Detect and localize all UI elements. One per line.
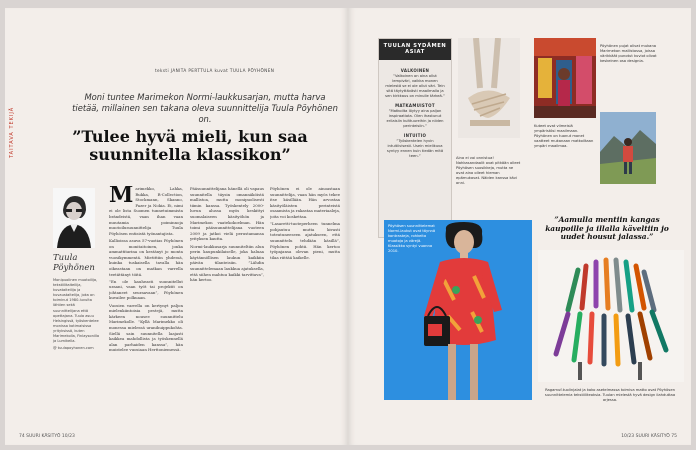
byline: teksti JANITA PERTTULA kuvat TUULA PÖYHÖNEN (155, 68, 275, 73)
paragraph: Vuosien varrella on kertynyt paljon mielenkiintoisia pestejä, mutta kärkeen nousee suunnittelu Marimekolle. ”Kyllä Marimekko oli monessa mielessä uranihuippukohta. Siellä sain suunnitella laajasti kaikkea mahdollista ja työskennellä alan parhaiden kanssa”, hän muistelee vuosiaan Herttoniemessä. (109, 302, 183, 353)
body-column-1 (109, 186, 183, 431)
fashion-caption: Pöyhösen suunnittelemat Normi-laukut ovat täynnä kontrasteja, rohkeita muotoja ja värejä. Klassikko syntyi vuonna 2010. (388, 224, 436, 253)
right-page (348, 8, 691, 445)
pull-quote: ”Aamulla mentiin kangas kaupoille ja illalla käveltiin jo uudet housut jalassa.” (545, 215, 669, 242)
portrait-bio (53, 278, 101, 351)
market-photo (534, 38, 596, 118)
body-column-2 (190, 186, 264, 431)
market-caption: Pöyhönen pujat olivat mukana Marimekon mallistossa, joissa värikkäät punotut kuviot olivat keskeinen osa designia. (600, 44, 657, 63)
section-tab: TAITAVA TEKIJÄ (9, 106, 15, 158)
fact-text: ”Työskentelen hyvin intuitiivisesti. Usein mielikuva syntyy ennen kuin tiedän mitä teen.” (386, 138, 444, 158)
portrait-name: Tuula Pöyhönen (53, 253, 95, 273)
facts-box (378, 38, 452, 238)
left-page (5, 8, 348, 445)
fact-heading: MATKAMUISTOT (395, 102, 435, 108)
drop-cap: M (109, 186, 134, 208)
paragraph: ”En ole kauheasti suunnitellut uraani, vaan työt tai projektit on johtaneet seuraavaan”, Pöyhönen kuvailee polkuaan. (109, 278, 183, 301)
body-column-3 (270, 186, 340, 431)
tassel-caption: Ragamuf-tuolinjalat ja koko asetelmassa toimiva matto ovat Pöyhösen suunnittelemia tekstiiliteoksia. Tuulan mielestä hyvä design ilahduttaa arjessa. (544, 388, 676, 402)
fact-heading: INTUITIO (403, 132, 427, 138)
bio-text: Monipuolinen muotoilija, tekstiilitaiteilija, kuvataiteilija ja kuvaustaitelija, joka on toiminut 1980-luvulta lähtien sekä suunnittelijana että opettajana. Tuula asuu Helsingissä, työskentelee monissa kotimaisissa yrityksissä, kuten Marimekolla, Finlaysonilla ja Lumikella. (53, 278, 100, 344)
facts-title: TUULAN SYDÄMEN ASIAT (379, 39, 451, 60)
fact-text: ”Matkoilta löytyy aina paljon inspiraatiota. Olen ihastunut erilaisiin kulttuureihin ja niiden perinteisiin.” (386, 108, 444, 128)
instagram-handle: @ tuulapoyhonen.com (53, 346, 94, 351)
paragraph: Kallioissa asuva 57-vuotias Pöyhönen on monitaitoinen, jonka ammattitarina on kestänyt jo monta vuosikymmentä. Mietittiin yhdessä, kuinka tuskaisella tavalla hän oikeastaan on matkan varrella teetättänyt töitä. (109, 237, 183, 277)
tassel-chair-photo (538, 250, 684, 382)
headline: ”Tulee hyvä mieli, kun saa suunnitella klassikon” (72, 127, 308, 164)
page-folio-left: 74 SUURI KÄSITYÖ 10/23 (19, 434, 75, 439)
lede: Moni tuntee Marimekon Normi-laukkusarjan, mutta harva tietää, millainen sen takana oleva suunnittelija Tuula Pöyhönen on. (72, 92, 338, 124)
sandals-caption: Aina ei voi onnistua! Nahkasandaalit ovat pitkään olleet Pöyhösen suosikkeja, mutta ne ovat aina olleet hieman epämukavat. Näiden kanssa kävi onni. (456, 156, 521, 186)
facts-body (379, 60, 451, 163)
page-folio-right: 10/23 SUURI KÄSITYÖ 75 (621, 434, 677, 439)
travel-caption: Kuteet ovat viimeisiä ympäristösi maailmaan. Pöyhönen on tuonut monet vaatteet mukanaan matkoiltaan ympäri maailmaa. (534, 124, 594, 148)
sandals-photo (458, 38, 520, 138)
paragraph: Pääsuunnittelijana hänellä oli vapaus suunnitella täysin omannäköistä mallistoa, mutta monipuolisesti tiimin kanssa. Työskentely 2000-luvun alussa myös keskittyi suomalaiseen käsityöhön ja Marimekon vaatekokoelman. Hän toimi pääsuunnittelijana vuoteen 2009 ja jatkoi vielä perustamansa yrityksen kautta. (190, 186, 264, 242)
fact-text: ”Valkoinen on aina ollut lempiväri, vaikka monen mielestä se ei ole ollut väri. Tein sitä täytyttävästi maailmalla ja sen kirkkaus on minulle tärkeä.” (385, 73, 445, 98)
magazine-spread (5, 8, 691, 445)
fact-heading: VALKOINEN (400, 67, 430, 73)
paragraph: Pöyhönen ei ole ainoastaan suunnittelija, vaan hän myös tekee itse käsillään. Hän arvostaa käsityöläisten perinteistä osaamista ja rakastaa materiaaleja, joita voi koskettaa. (270, 186, 340, 219)
paragraph: Normi-laukkusarja suunniteltiin alun perin kaupunkilaiselle, joka haluaa käytännöllisen laukun kaikkiin päivän tilanteisiin. ”Lähdin suunnittelemaan laukkua ajatuksella, että siihen mahtuu kaikki tarvittava”, hän kertoo. (190, 243, 264, 283)
paragraph: arimekko, Lahka, Rukka, R-Collection, Stockmann, Skanno, Fazer ja Nokia. Ei, nimi ei ole lista Suomen tunnetuimmista brändeistä, vaan ihan vaan muutamia poiminnoja muotoilusuunnittelija Tuula Pöyhösen entisistä työnantajista. (109, 186, 183, 236)
paragraph: ”Lasaretti-tuoteperheen tunnelma pohjautuu mutta kivasti toteutuneeseen ajatukseen, että suunnittelu tehdään käsillä”, Pöyhönen pohtii. Hän kertoo työpajansa olevan pieni, mutta tilaa riittää kaikelle. (270, 221, 340, 260)
portrait-photo (53, 188, 95, 248)
trekking-photo (600, 112, 656, 184)
